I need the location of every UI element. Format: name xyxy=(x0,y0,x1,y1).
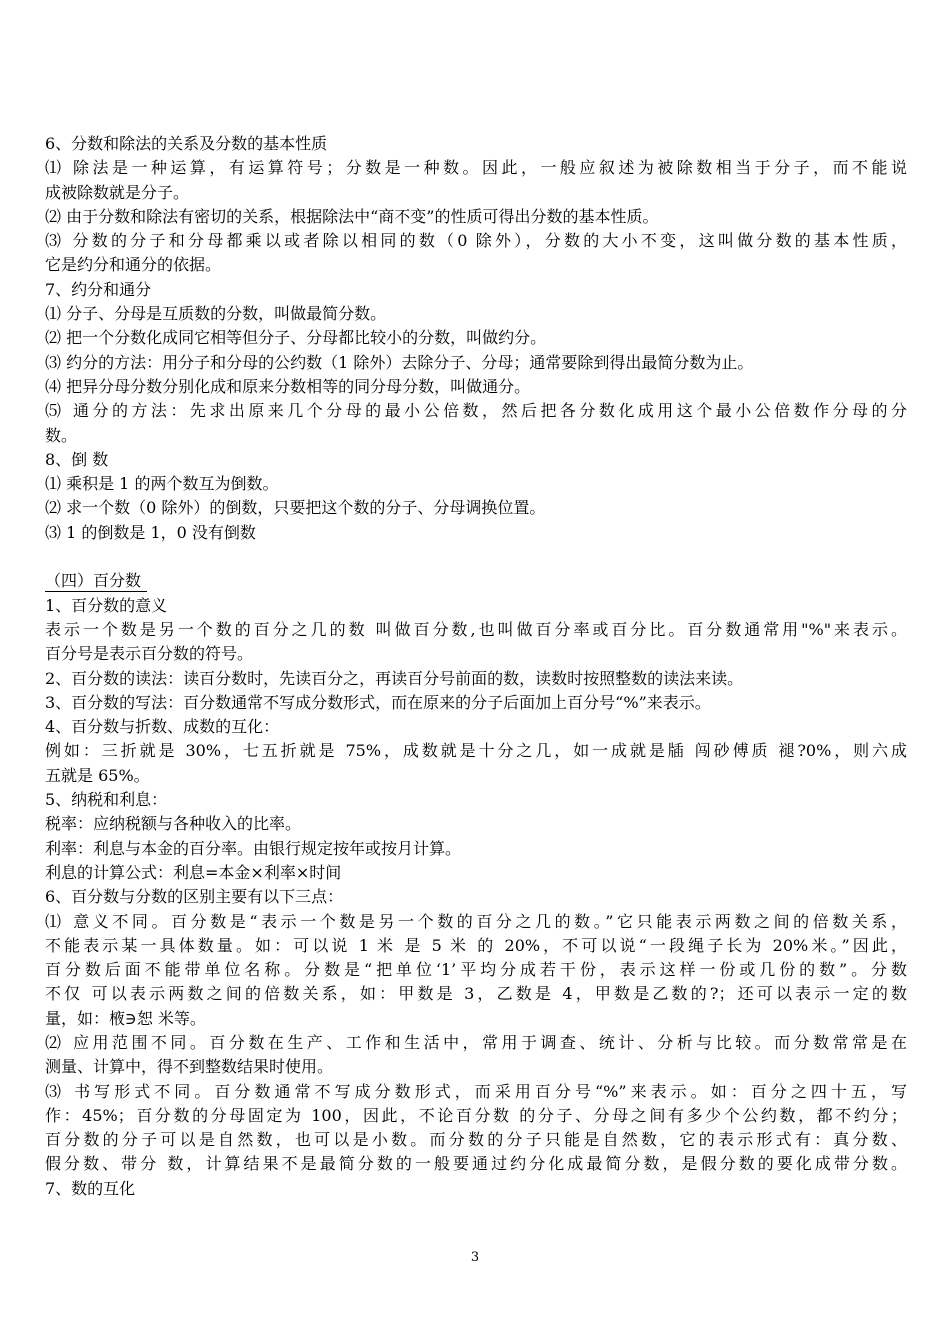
text-line: 表示一个数是另一个数的百分之几的数 叫做百分数,也叫做百分率或百分比。百分数通常用"%"来表示。 xyxy=(45,619,907,639)
text-line: 不仅 可以表示两数之间的倍数关系，如：甲数是 3，乙数是 4，甲数是乙数的?；还可以表示一定的数 xyxy=(45,984,907,1004)
text-line: 7、数的互化 xyxy=(45,1178,136,1198)
section-heading-row xyxy=(45,569,907,593)
text-line: 1、百分数的意义 xyxy=(45,595,168,615)
text-line: ⑶ 书写形式不同。百分数通常不写成分数形式，而采用百分号“%”来表示。如：百分之四十五，写 xyxy=(45,1081,907,1101)
text-line: 8、倒 数 xyxy=(45,449,109,469)
text-line: 百分号是表示百分数的符号。 xyxy=(45,644,254,664)
text-line: 6、分数和除法的关系及分数的基本性质 xyxy=(45,134,328,153)
text-line: 百分数的分子可以是自然数，也可以是小数。而分数的分子只能是自然数，它的表示形式有：真分数、 xyxy=(45,1130,907,1150)
text-line: 测量、计算中，得不到整数结果时使用。 xyxy=(45,1057,334,1077)
text-line: 4、百分数与折数、成数的互化： xyxy=(45,717,280,737)
text-line: 5、纳税和利息： xyxy=(45,790,168,810)
text-line: 3、百分数的写法：百分数通常不写成分数形式，而在原来的分子后面加上百分号“%”来表示。 xyxy=(45,692,711,712)
text-line: ⑵ 由于分数和除法有密切的关系，根据除法中“商不变”的性质可得出分数的基本性质。 xyxy=(45,206,659,226)
text-line: 作：45%；百分数的分母固定为 100，因此，不论百分数 的分子、分母之间有多少个公约数，都不约分； xyxy=(45,1105,907,1125)
text-line: ⑶ 1 的倒数是 1，0 没有倒数 xyxy=(45,522,256,542)
text-line: ⑶ 约分的方法：用分子和分母的公约数（1 除外）去除分子、分母；通常要除到得出最简分数为止。 xyxy=(45,352,754,372)
text-line: ⑴ 分子、分母是互质数的分数，叫做最简分数。 xyxy=(45,304,387,324)
text-line: ⑴ 意义不同。百分数是“表示一个数是另一个数的百分之几的数。”它只能表示两数之间的倍数关系， xyxy=(45,911,907,931)
text-line: 量，如：棭∋恕 米等。 xyxy=(45,1008,206,1028)
text-line: 例如：三折就是 30%，七五折就是 75%，成数就是十分之几，如一成就是牐 闯砂傅质 褪?0%，则六成 xyxy=(45,741,907,761)
document-page xyxy=(45,132,907,1201)
text-line: ⑵ 应用范围不同。百分数在生产、工作和生活中，常用于调查、统计、分析与比较。而分数常常是在 xyxy=(45,1032,907,1052)
text-line: 假分数、带分 数，计算结果不是最简分数的一般要通过约分化成最简分数，是假分数的要化成带分数。 xyxy=(45,1154,907,1174)
text-line: ⑴ 除法是一种运算，有运算符号；分数是一种数。因此，一般应叙述为被除数相当于分子，而不能说 xyxy=(45,158,907,178)
text-line: 成被除数就是分子。 xyxy=(45,182,190,202)
text-line: 税率：应纳税额与各种收入的比率。 xyxy=(45,814,302,834)
text-line: ⑷ 把异分母分数分别化成和原来分数相等的同分母分数，叫做通分。 xyxy=(45,376,531,396)
text-line: 利率：利息与本金的百分率。由银行规定按年或按月计算。 xyxy=(45,838,462,858)
page-number: 3 xyxy=(470,1250,480,1265)
blank-line xyxy=(45,545,907,569)
text-line: ⑴ 乘积是 1 的两个数互为倒数。 xyxy=(45,474,279,494)
text-line: 数。 xyxy=(45,425,78,445)
text-line: 五就是 65%。 xyxy=(45,765,150,785)
percentage-section xyxy=(45,594,907,1201)
text-line: ⑶ 分数的分子和分母都乘以或者除以相同的数（0 除外），分数的大小不变，这叫做分数的基本性质， xyxy=(45,231,907,251)
text-line: 2、百分数的读法：读百分数时，先读百分之，再读百分号前面的数，读数时按照整数的读法来读。 xyxy=(45,668,744,688)
text-line: 不能表示某一具体数量。如：可以说 1 米 是 5 米 的 20%，不可以说“一段绳子长为 20%米。”因此， xyxy=(45,935,907,955)
text-line: 它是约分和通分的依据。 xyxy=(45,255,222,275)
text-line: 利息的计算公式：利息=本金×利率×时间 xyxy=(45,862,342,882)
text-line: 百分数后面不能带单位名称。分数是“把单位‘1’平均分成若干份，表示这样一份或几份的数”。分数 xyxy=(45,960,907,980)
fraction-properties-section xyxy=(45,132,907,545)
text-line: ⑵ 把一个分数化成同它相等但分子、分母都比较小的分数，叫做约分。 xyxy=(45,328,547,348)
text-line: ⑸ 通分的方法：先求出原来几个分母的最小公倍数，然后把各分数化成用这个最小公倍数作分母的分 xyxy=(45,401,907,421)
text-line: 6、百分数与分数的区别主要有以下三点： xyxy=(45,887,344,907)
text-line: 7、约分和通分 xyxy=(45,279,152,299)
text-line: ⑵ 求一个数（0 除外）的倒数，只要把这个数的分子、分母调换位置。 xyxy=(45,498,546,518)
section-title: （四）百分数 xyxy=(45,570,147,592)
